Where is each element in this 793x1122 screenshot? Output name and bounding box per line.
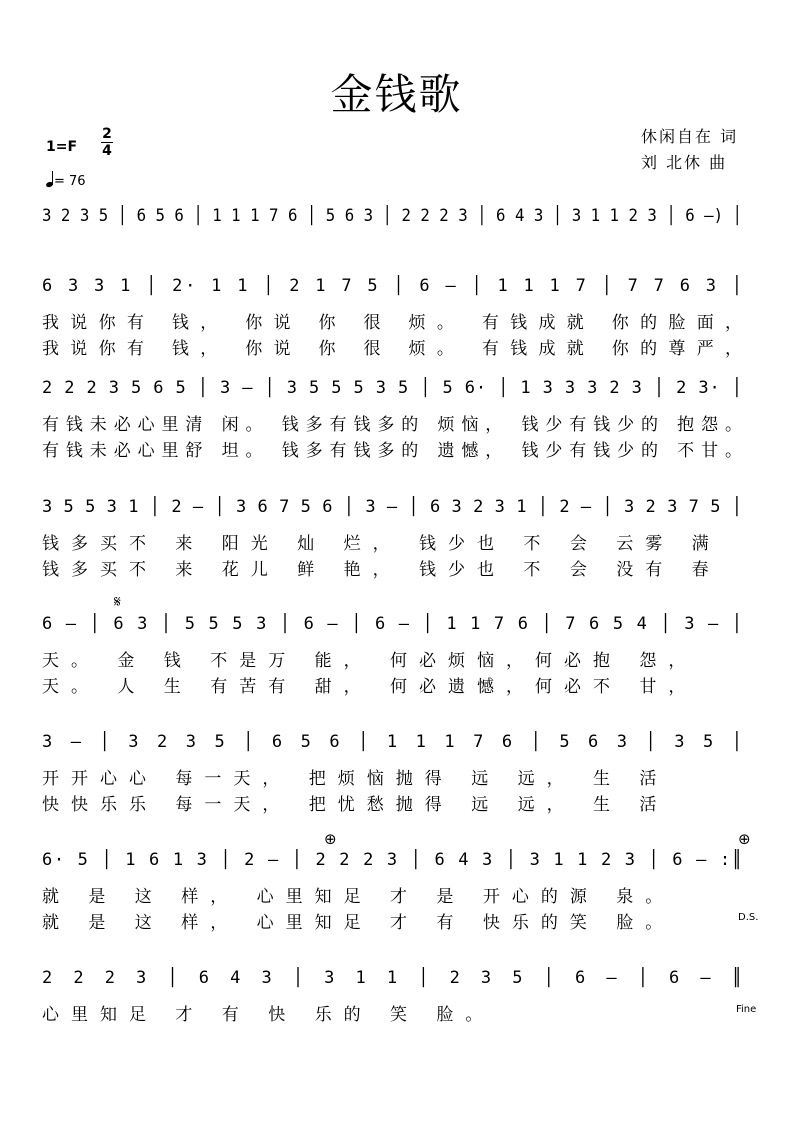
lyric-verse1-row-2: 我说你有 钱， 你说 你 很 烦。 有钱成就 你的脸面， — [42, 313, 754, 333]
notes-row-8: 2 2 2 3 │ 6 4 3 │ 3 1 1 │ 2 3 5 │ 6 — │ 6 — ║ — [42, 968, 748, 988]
lyric-verse1-row-5: 天。 金 钱 不是万 能， 何必烦恼，何必抱 怨， — [42, 651, 698, 671]
key-signature: 1=F — [46, 139, 78, 155]
ds-marking: D.S. — [738, 912, 759, 923]
quarter-note-icon — [46, 171, 54, 187]
lyric-verse1-row-8: 心里知足 才 有 快 乐的 笑 脸。 — [42, 1005, 495, 1025]
tempo-value: = 76 — [54, 174, 86, 189]
lyric-verse2-row-2: 我说你有 钱， 你说 你 很 烦。 有钱成就 你的尊严， — [42, 339, 754, 359]
coda-sign-2: ⊕ — [738, 830, 751, 848]
time-signature — [101, 127, 113, 158]
lyric-verse2-row-6: 快快乐乐 每一天， 把忧愁抛得 远 远， 生 活 — [42, 795, 669, 815]
lyricist-credit: 休闲自在 词 — [641, 127, 739, 146]
lyric-verse2-row-4: 钱多买不 来 花儿 鲜 艳， 钱少也 不 会 没有 春 — [42, 560, 721, 580]
lyric-verse2-row-5: 天。 人 生 有苦有 甜， 何必遗憾，何必不 甘， — [42, 677, 698, 697]
coda-sign-1: ⊕ — [324, 830, 337, 848]
notes-row-4: 3 5 5 3 1 │ 2 — │ 3 6 7 5 6 │ 3 — │ 6 3 2 3 1 │ 2 — │ 3 2 3 7 5 │ — [42, 497, 743, 517]
notes-row-5: 6 — │ 6 3 │ 5 5 5 3 │ 6 — │ 6 — │ 1 1 7 6 │ 7 6 5 4 │ 3 — │ — [42, 614, 744, 634]
notes-row-6: 3 — │ 3 2 3 5 │ 6 5 6 │ 1 1 1 7 6 │ 5 6 3 │ 3 5 │ — [42, 732, 747, 752]
page-title: 金钱歌 — [330, 70, 463, 119]
lyric-verse1-row-4: 钱多买不 来 阳光 灿 烂， 钱少也 不 会 云雾 满 — [42, 534, 721, 554]
notes-row-3: 2 2 2 3 5 6 5 │ 3 — │ 3 5 5 5 3 5 │ 5 6· │ 1 3 3 3 2 3 │ 2 3· │ — [42, 378, 743, 398]
segno-sign: 𝄋 — [114, 592, 121, 611]
notes-row-1: 3 2 3 5 │ 6 5 6 │ 1 1 1 7 6 │ 5 6 3 │ 2 2 2 3 │ 6 4 3 │ 3 1 1 2 3 │ 6 —) │ — [42, 206, 742, 226]
lyric-verse1-row-3: 有钱未必心里清 闲。 钱多有钱多的 烦恼， 钱少有钱少的 抱怨。 — [42, 415, 749, 435]
lyric-verse1-row-7: 就 是 这 样， 心里知足 才 是 开心的源 泉。 — [42, 887, 675, 907]
time-signature-bottom: 4 — [102, 143, 112, 159]
time-signature-top: 2 — [102, 126, 112, 142]
lyric-verse2-row-7: 就 是 这 样， 心里知足 才 有 快乐的笑 脸。 — [42, 913, 675, 933]
notes-row-2: 6 3 3 1 │ 2· 1 1 │ 2 1 7 5 │ 6 — │ 1 1 1 7 │ 7 7 6 3 │ — [42, 276, 745, 296]
tempo-marking — [46, 171, 86, 189]
fine-marking: Fine — [736, 1004, 757, 1015]
lyric-verse1-row-6: 开开心心 每一天， 把烦恼抛得 远 远， 生 活 — [42, 769, 669, 789]
composer-credit: 刘 北休 曲 — [641, 153, 728, 172]
notes-row-7: 6· 5 │ 1 6 1 3 │ 2 — │ 2 2 2 3 │ 6 4 3 │ 3 1 1 2 3 │ 6 — :║ — [42, 850, 744, 870]
lyric-verse2-row-3: 有钱未必心里舒 坦。 钱多有钱多的 遗憾， 钱少有钱少的 不甘。 — [42, 441, 749, 461]
